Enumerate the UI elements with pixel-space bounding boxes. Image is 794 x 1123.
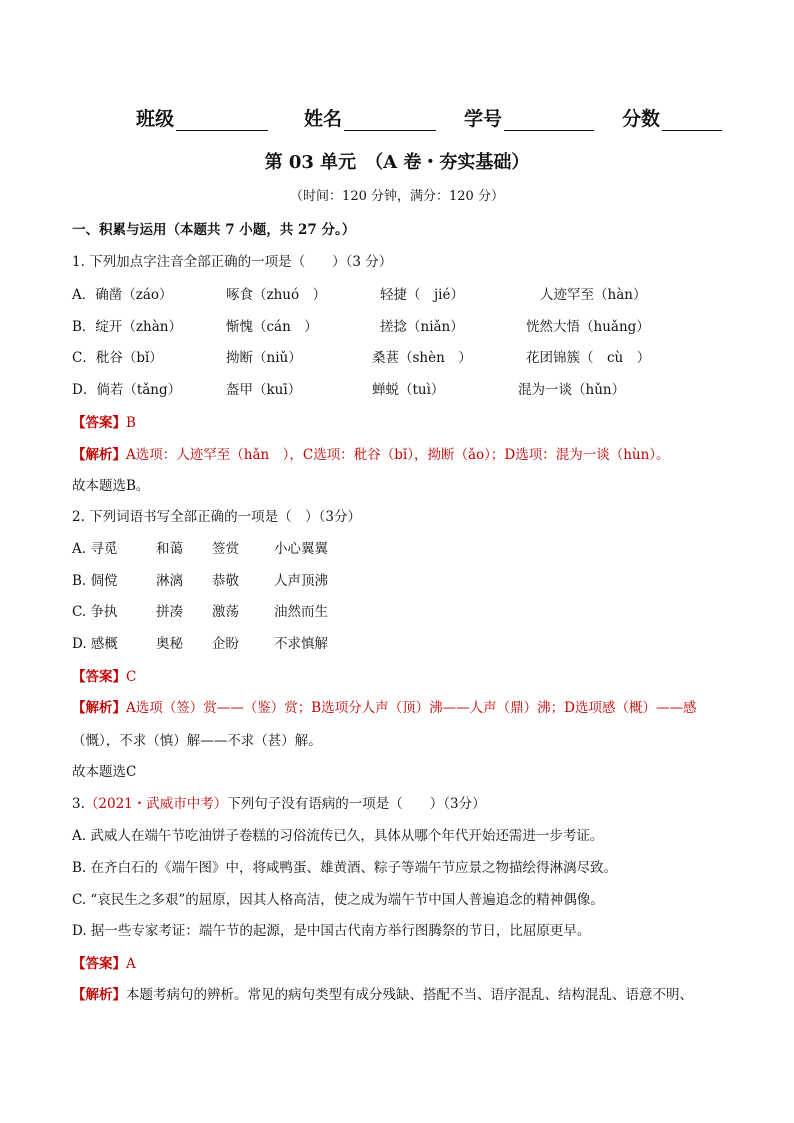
class-label: 班级 bbox=[136, 108, 175, 130]
q1-option-a-word: 轻捷（ jié） bbox=[380, 287, 464, 303]
q2-option-d-word: 奥秘 bbox=[156, 636, 183, 652]
analysis-text: A选项：人迹罕至（hǎn ），C选项：秕谷（bǐ），拗断（ǎo）；D选项：混为一谈（hùn）。 bbox=[126, 447, 670, 463]
answer-value: A bbox=[126, 956, 136, 972]
answer-value: B bbox=[126, 415, 136, 431]
q2-option-c-word: 拼凑 bbox=[156, 604, 183, 620]
q2-option-a-word: 和蔼 bbox=[156, 541, 183, 557]
q3-option-c: C. “哀民生之多艰”的屈原，因其人格高洁，使之成为端午节中国人普遍追念的精神偶像。 bbox=[72, 892, 604, 908]
class-blank[interactable] bbox=[176, 110, 268, 131]
q1-stem: 1. 下列加点字注音全部正确的一项是（ ）（3 分） bbox=[72, 254, 393, 270]
class-field bbox=[136, 104, 268, 131]
q3-number: 3. bbox=[72, 796, 85, 812]
score-label: 分数 bbox=[622, 108, 661, 130]
q1-option-b-word: 搓捻（niǎn） bbox=[380, 319, 464, 335]
name-blank[interactable] bbox=[344, 110, 436, 131]
page-subtitle: （时间：120 分钟，满分：120 分） bbox=[290, 189, 504, 204]
q1-option-a-word: 啄食（zhuó ） bbox=[226, 287, 327, 303]
q1-option-c: C．秕谷（bǐ） bbox=[72, 350, 163, 366]
q2-conclusion: 故本题选C bbox=[72, 764, 137, 780]
q1-option-b: B．绽开（zhàn） bbox=[72, 319, 182, 335]
section-heading: 一、积累与运用（本题共 7 小题，共 27 分。） bbox=[72, 222, 356, 238]
q2-option-a-word: 小心翼翼 bbox=[274, 541, 328, 557]
analysis-tag: 【解析】 bbox=[72, 700, 126, 716]
answer-tag: 【答案】 bbox=[72, 669, 126, 685]
q3-source: （2021・武威市中考） bbox=[84, 796, 228, 812]
q3-option-d: D. 据一些专家考证：端午节的起源，是中国古代南方举行图腾祭的节日，比屈原更早。 bbox=[72, 923, 591, 939]
q2-option-a-word: 签赏 bbox=[212, 541, 239, 557]
answer-tag: 【答案】 bbox=[72, 956, 126, 972]
q1-option-c-word: 桑葚（shèn ） bbox=[372, 350, 472, 366]
score-blank[interactable] bbox=[662, 110, 722, 131]
page-title: 第 03 单元 （A 卷・夯实基础） bbox=[264, 152, 530, 173]
q2-analysis-cont: （慨），不求（慎）解——不求（甚）解。 bbox=[72, 733, 322, 749]
q2-option-a: A. 寻觅 bbox=[72, 541, 118, 557]
q2-option-d: D. 感概 bbox=[72, 636, 118, 652]
answer-value: C bbox=[126, 669, 137, 685]
name-label: 姓名 bbox=[304, 108, 343, 130]
q3-stem-text: 下列句子没有语病的一项是（ ）（3分） bbox=[227, 796, 486, 812]
q2-option-c: C. 争执 bbox=[72, 604, 118, 620]
q2-answer bbox=[72, 665, 136, 685]
analysis-text: 本题考病句的辨析。常见的病句类型有成分残缺、搭配不当、语序混乱、结构混乱、语意不明、 bbox=[126, 987, 693, 1003]
q3-stem bbox=[72, 792, 486, 812]
q1-option-d: D．倘若（tǎng） bbox=[72, 382, 182, 398]
q1-option-b-word: 惭愧（cán ） bbox=[226, 319, 318, 335]
q2-option-b: B. 倜傥 bbox=[72, 573, 118, 589]
q1-option-a-word: 人迹罕至（hàn） bbox=[540, 287, 647, 303]
q2-option-c-word: 油然而生 bbox=[274, 604, 328, 620]
q2-option-d-word: 企盼 bbox=[212, 636, 239, 652]
q1-option-a: A．确凿（záo） bbox=[72, 287, 173, 303]
q2-option-b-word: 淋漓 bbox=[156, 573, 183, 589]
q2-analysis bbox=[72, 696, 697, 716]
q3-option-b: B. 在齐白石的《端午图》中，将咸鸭蛋、雄黄酒、粽子等端午节应景之物描绘得淋漓尽致。 bbox=[72, 860, 618, 876]
q1-option-d-word: 盔甲（kuī） bbox=[226, 382, 302, 398]
q3-answer bbox=[72, 952, 136, 972]
q2-option-d-word: 不求慎解 bbox=[274, 636, 328, 652]
q2-option-b-word: 人声顶沸 bbox=[274, 573, 328, 589]
analysis-tag: 【解析】 bbox=[72, 447, 126, 463]
q2-option-c-word: 激荡 bbox=[212, 604, 239, 620]
q1-option-c-word: 花团锦簇（ cù ） bbox=[526, 350, 651, 366]
analysis-tag: 【解析】 bbox=[72, 987, 126, 1003]
q3-option-a: A. 武威人在端午节吃油饼子卷糕的习俗流传已久，具体从哪个年代开始还需进一步考证。 bbox=[72, 828, 604, 844]
answer-tag: 【答案】 bbox=[72, 415, 126, 431]
score-field bbox=[622, 104, 722, 131]
id-blank[interactable] bbox=[504, 110, 594, 131]
q1-analysis bbox=[72, 443, 670, 463]
q1-answer bbox=[72, 411, 136, 431]
q2-stem: 2. 下列词语书写全部正确的一项是（ ）（3分） bbox=[72, 509, 362, 525]
q2-option-b-word: 恭敬 bbox=[212, 573, 239, 589]
q1-conclusion: 故本题选B。 bbox=[72, 478, 150, 494]
q1-option-b-word: 恍然大悟（huǎng） bbox=[526, 319, 650, 335]
q1-option-c-word: 拗断（niǔ） bbox=[226, 350, 302, 366]
id-field bbox=[464, 104, 594, 131]
q3-analysis bbox=[72, 983, 693, 1003]
name-field bbox=[304, 104, 436, 131]
analysis-text: A选项（签）赏——（鉴）赏；B选项分人声（顶）沸——人声（鼎）沸；D选项感（概）——感 bbox=[126, 700, 697, 716]
q1-option-d-word: 蝉蜕（tuì） bbox=[372, 382, 445, 398]
q1-option-d-word: 混为一谈（hǔn） bbox=[518, 382, 626, 398]
id-label: 学号 bbox=[464, 108, 503, 130]
